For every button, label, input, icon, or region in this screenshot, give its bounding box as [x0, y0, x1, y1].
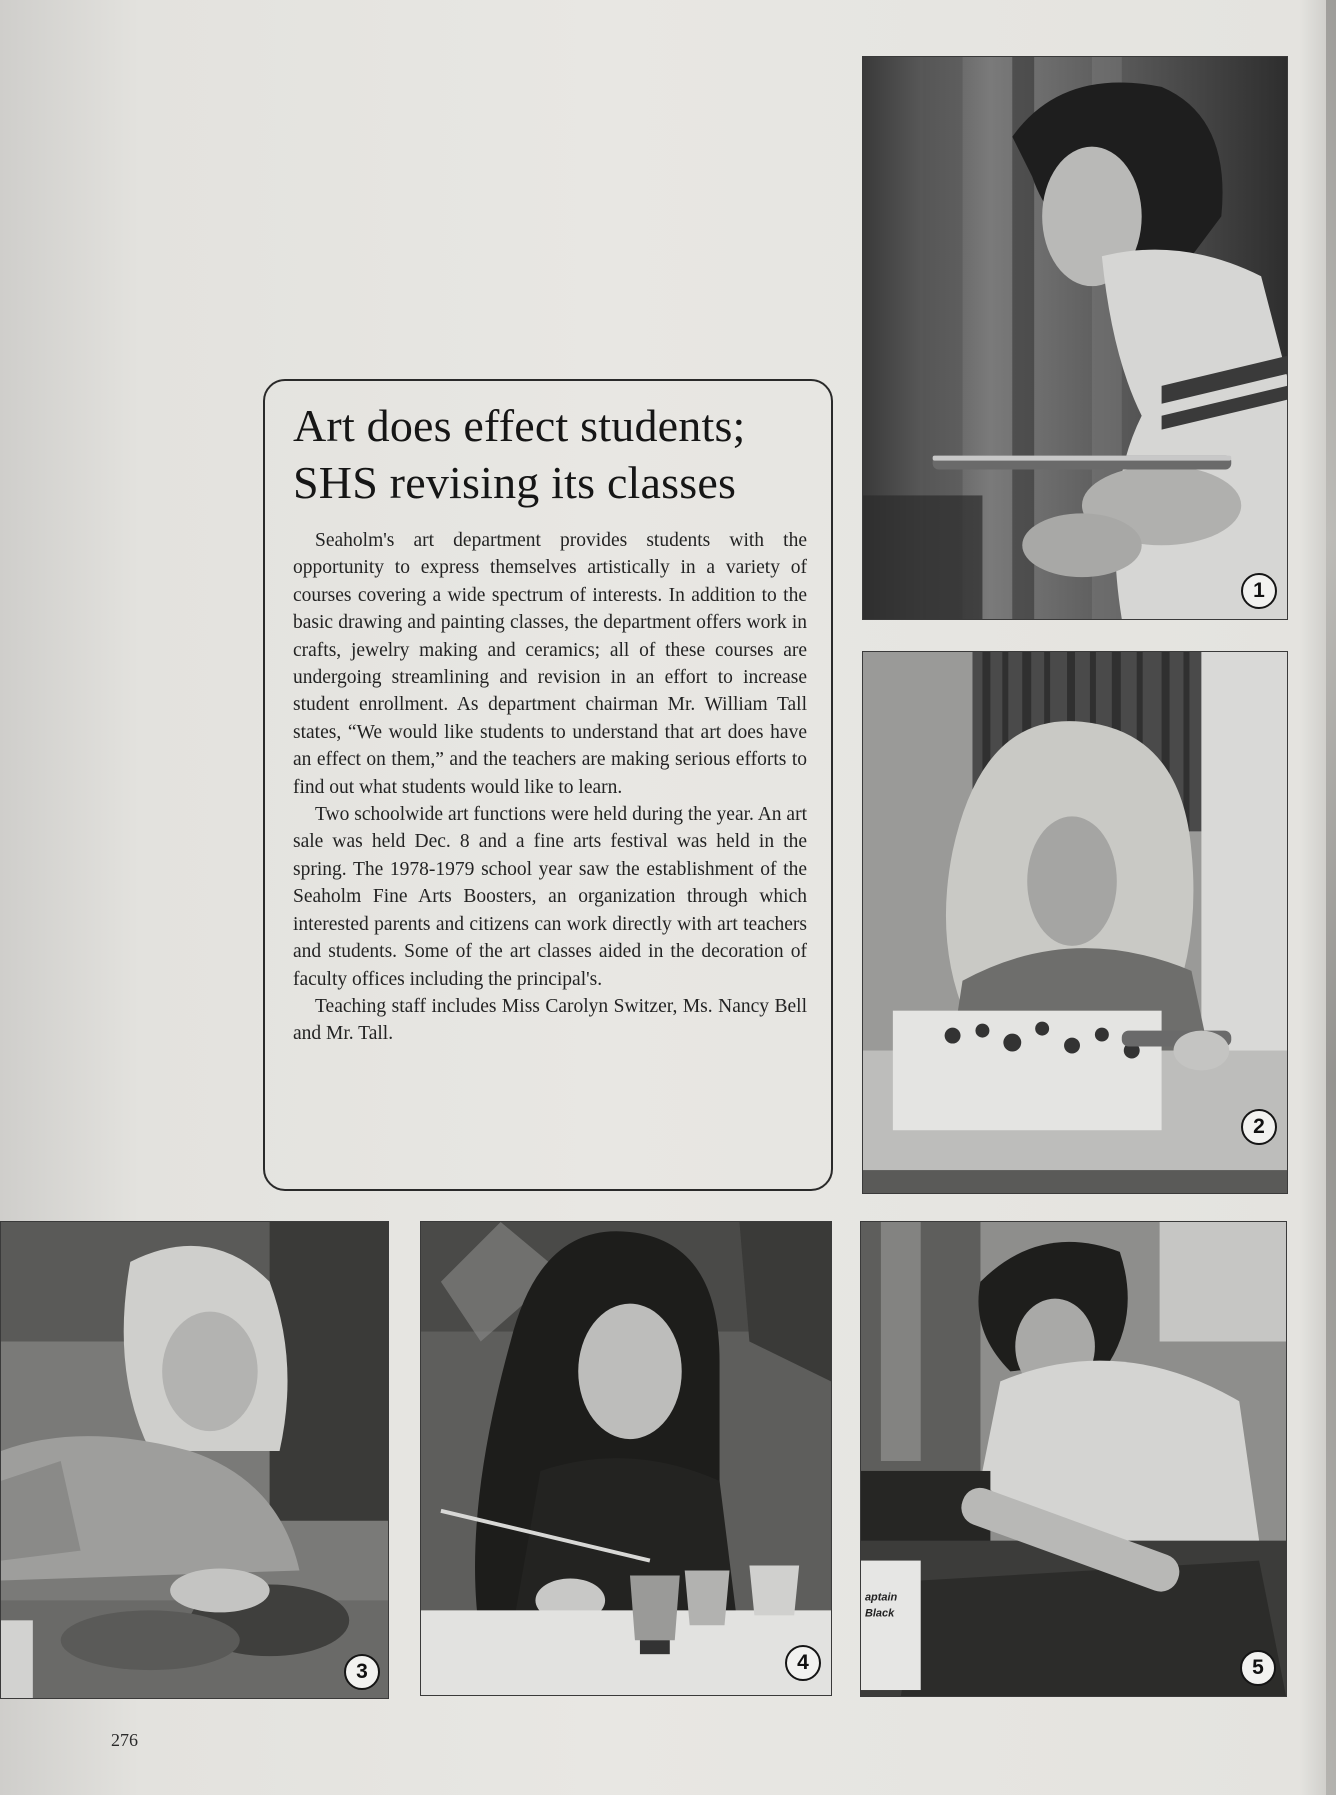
- can-label-line-1: aptain: [864, 1591, 898, 1604]
- photo-3-image: [1, 1222, 388, 1698]
- photo-4-image: [421, 1222, 831, 1695]
- photo-number-badge: 5: [1240, 1650, 1276, 1686]
- paragraph-1: Seaholm's art department provides students with the opportunity to express themselves artistically in a variety of courses covering a wide spectrum of interests. In addition to the basic drawing and painting classes, the department offers work in crafts, jewelry making and ceramics; all of these courses are undergoing streamlining and revision in an effort to increase student enrollment. As department chairman Mr. William Tall states, “We would like students to understand that art does have an effect on them,” and the teachers are making serious efforts to find out what students would like to learn.: [293, 530, 807, 798]
- photo-number-badge: 4: [785, 1645, 821, 1681]
- photo-1: [862, 56, 1288, 620]
- photo-5-image: [861, 1222, 1286, 1696]
- photo-number-badge: 1: [1241, 573, 1277, 609]
- photo-5: [860, 1221, 1287, 1697]
- photo-3: [0, 1221, 389, 1699]
- page-number: 276: [111, 1730, 138, 1750]
- article-box: [263, 379, 833, 1191]
- photo-2-image: [863, 652, 1287, 1193]
- article-headline: [293, 397, 807, 511]
- can-label-line-2: Black: [864, 1607, 895, 1620]
- photo-1-image: [863, 57, 1287, 619]
- paragraph-3: Teaching staff includes Miss Carolyn Switzer, Ms. Nancy Bell and Mr. Tall.: [293, 995, 807, 1045]
- article-body: [293, 527, 807, 1048]
- page-edge: [1326, 0, 1336, 1795]
- headline-line-2: SHS revising its classes: [293, 457, 737, 508]
- photo-number-badge: 2: [1241, 1109, 1277, 1145]
- photo-4: [420, 1221, 832, 1696]
- headline-line-1: Art does effect students;: [293, 400, 746, 451]
- paragraph-2: Two schoolwide art functions were held during the year. An art sale was held Dec. 8 and a fine arts festival was held in the spring. The 1978-1979 school year saw the establishment of the Seaholm Fine Arts Boosters, an organization through which interested parents and citizens can work directly with art teachers and students. Some of the art classes aided in the decoration of faculty offices including the principal's.: [293, 804, 807, 990]
- photo-2: [862, 651, 1288, 1194]
- photo-number-badge: 3: [344, 1654, 380, 1690]
